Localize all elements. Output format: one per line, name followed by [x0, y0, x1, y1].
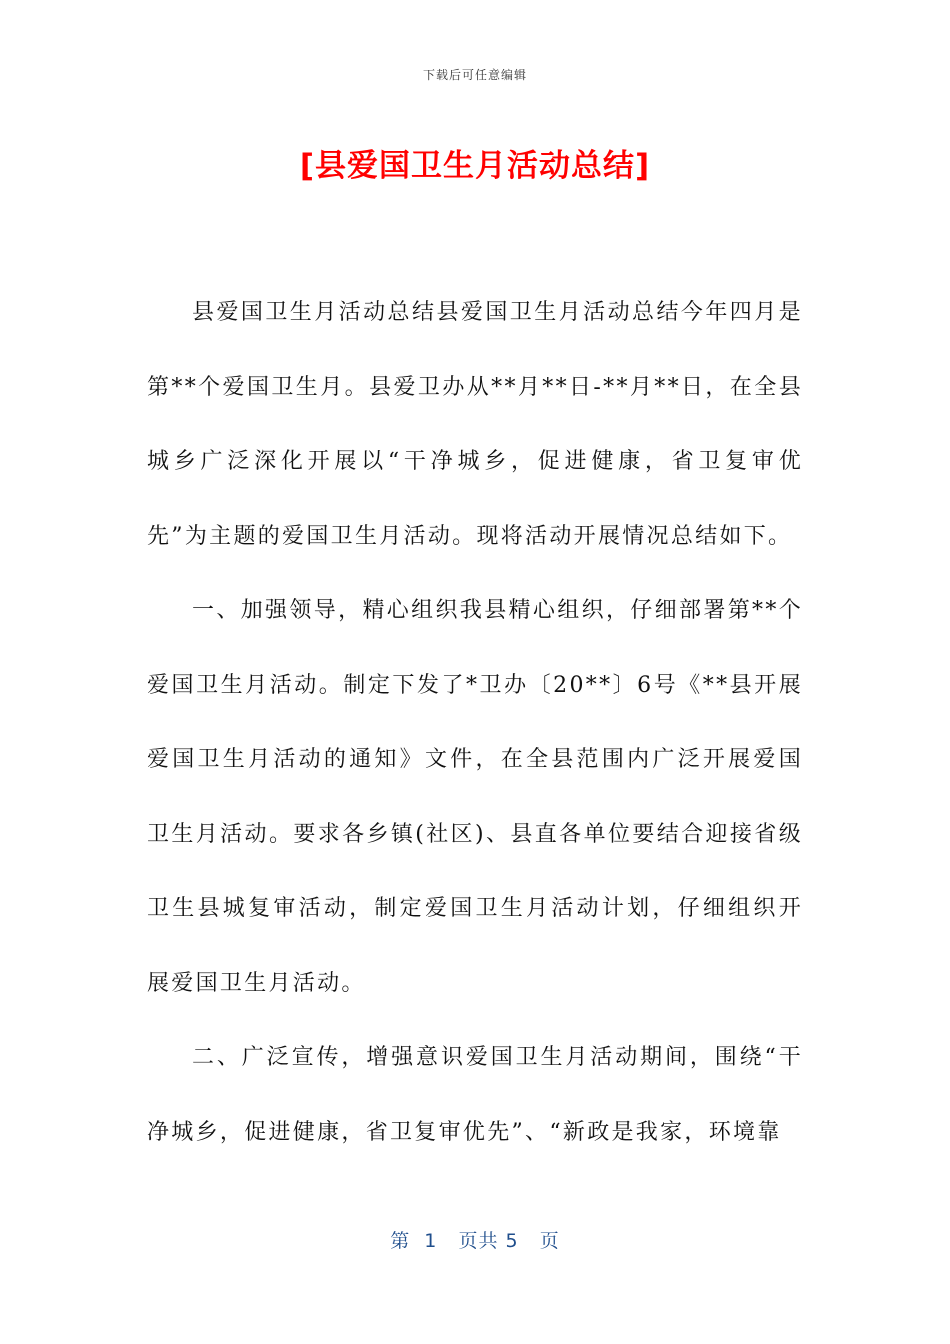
paragraph-section-2: 二、广泛宣传，增强意识爱国卫生月活动期间，围绕“干净城乡，促进健康，省卫复审优先”、“新政是我家，环境靠: [147, 1045, 803, 1145]
paragraph-intro: 县爱国卫生月活动总结县爱国卫生月活动总结今年四月是第**个爱国卫生月。县爱卫办从**月**日-**月**日，在全县城乡广泛深化开展以“干净城乡，促进健康，省卫复审优先”为主题的爱国卫生月活动。现将活动开展情况总结如下。: [147, 300, 803, 549]
page-number: 第 1 页共 5 页: [390, 1230, 560, 1252]
document-body: [147, 276, 803, 1170]
header-note: 下载后可任意编辑: [422, 68, 527, 82]
document-title: [县爱国卫生月活动总结]: [299, 148, 651, 184]
paragraph-section-1: 一、加强领导，精心组织我县精心组织，仔细部署第**个爱国卫生月活动。制定下发了*卫办〔20**〕6号《**县开展爱国卫生月活动的通知》文件，在全县范围内广泛开展爱国卫生月活动。要求各乡镇(社区)、县直各单位要结合迎接省级卫生县城复审活动，制定爱国卫生月活动计划，仔细组织开展爱国卫生月活动。: [147, 598, 803, 996]
